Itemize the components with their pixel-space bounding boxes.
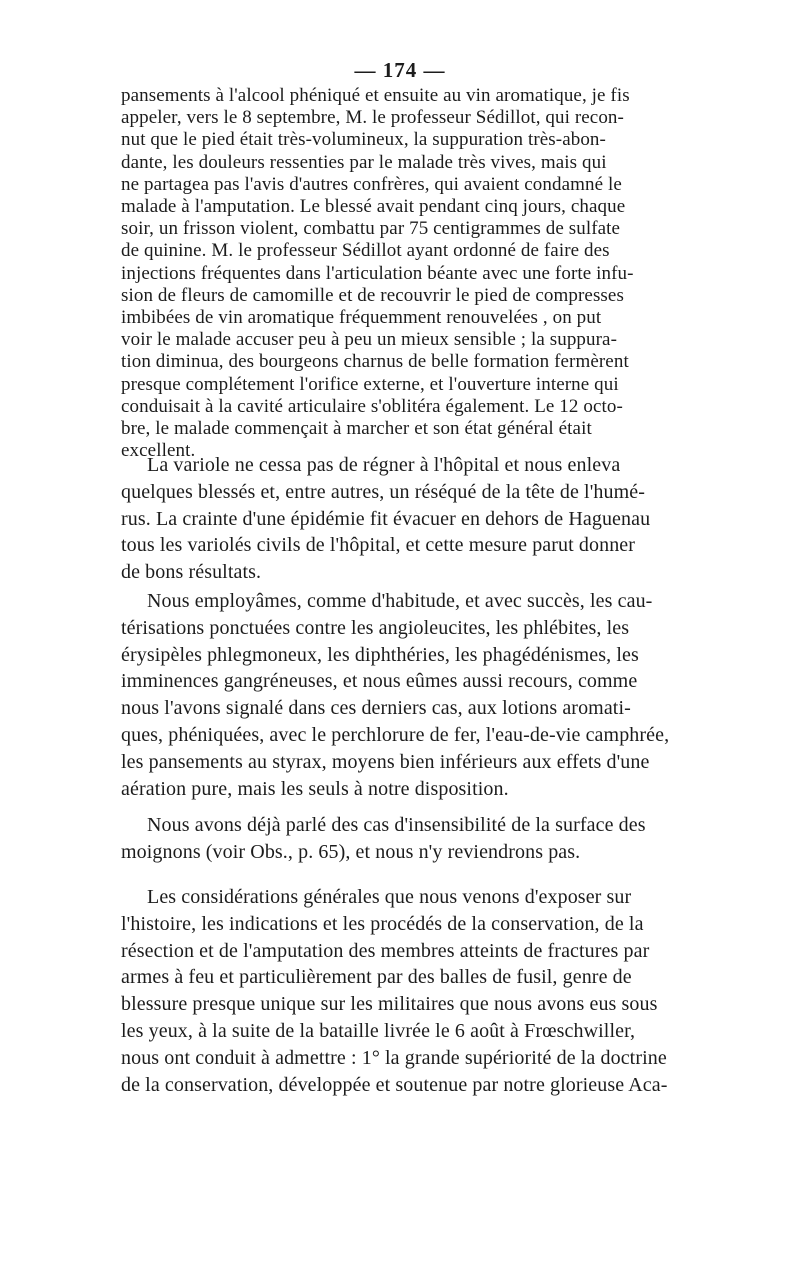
text-line: voir le malade accuser peu à peu un mieux sensible ; la suppura- [121,329,618,351]
paragraph-insensibilite [121,812,674,866]
text-line: quelques blessés et, entre autres, un réséqué de la tête de l'humé- [121,480,645,503]
text-line: sion de fleurs de camomille et de recouvrir le pied de compresses [121,284,624,306]
text-line: presque complétement l'orifice externe, et l'ouverture interne qui [121,373,619,395]
text-line: térisations ponctuées contre les angioleucites, les phlébites, les [121,616,630,639]
text-line: les pansements au styrax, moyens bien inférieurs aux effets d'une [121,750,650,773]
text-line: nous l'avons signalé dans ces derniers cas, aux lotions aromati- [121,697,631,720]
text-line: pansements à l'alcool phéniqué et ensuite au vin aromatique, je fis [121,85,630,106]
text-line: tous les variolés civils de l'hôpital, et cette mesure parut donner [121,534,636,557]
text-line: ques, phéniquées, avec le perchlorure de fer, l'eau-de-vie camphrée, [121,723,670,746]
text-line: nous ont conduit à admettre : 1° la grande supériorité de la doctrine [121,1046,667,1069]
paragraph-considerations [121,884,674,1098]
text-line: moignons (voir Obs., p. 65), et nous n'y reviendrons pas. [121,840,581,863]
paragraph-variola [121,452,674,586]
text-line: de quinine. M. le professeur Sédillot ayant ordonné de faire des [121,240,610,262]
text-line: Nous avons déjà parlé des cas d'insensibilité de la surface des [147,814,646,836]
paragraph-cauterisations [121,588,674,802]
text-line: injections fréquentes dans l'articulation béante avec une forte infu- [121,262,634,284]
text-line: La variole ne cessa pas de régner à l'hôpital et nous enleva [147,454,621,476]
text-line: tion diminua, des bourgeons charnus de belle formation fermèrent [121,351,629,373]
text-line: armes à feu et particulièrement par des balles de fusil, genre de [121,966,632,989]
text-line: l'histoire, les indications et les procédés de la conservation, de la [121,912,644,935]
text-line: Les considérations générales que nous venons d'exposer sur [147,886,632,908]
text-line: les yeux, à la suite de la bataille livrée le 6 août à Frœschwiller, [121,1019,636,1042]
text-line: appeler, vers le 8 septembre, M. le professeur Sédillot, qui recon- [121,107,624,129]
text-line: érysipèles phlegmoneux, les diphthéries, les phagédénismes, les [121,643,639,666]
text-line: de bons résultats. [121,561,262,584]
text-line: de la conservation, développée et soutenue par notre glorieuse Aca- [121,1073,668,1096]
text-line: bre, le malade commençait à marcher et son état général était [121,418,592,440]
text-line: Nous employâmes, comme d'habitude, et avec succès, les cau- [147,590,653,612]
text-line: dante, les douleurs ressenties par le malade très vives, mais qui [121,151,607,173]
text-line: imminences gangréneuses, et nous eûmes aussi recours, comme [121,670,638,693]
text-line: ne partagea pas l'avis d'autres confrères, qui avaient condamné le [121,173,622,195]
paragraph-case-report [121,85,674,462]
text-line: résection et de l'amputation des membres atteints de fractures par [121,939,650,962]
text-line: malade à l'amputation. Le blessé avait pendant cinq jours, chaque [121,196,626,218]
text-line: imbibées de vin aromatique fréquemment renouvelées , on put [121,307,602,329]
page-number: — 174 — [354,58,446,82]
text-line: blessure presque unique sur les militaires que nous avons eus sous [121,993,658,1016]
text-line: conduisait à la cavité articulaire s'oblitéra également. Le 12 octo- [121,395,623,417]
text-line: soir, un frisson violent, combattu par 75 centigrammes de sulfate [121,218,621,240]
text-line: rus. La crainte d'une épidémie fit évacuer en dehors de Haguenau [121,507,651,530]
text-line: aération pure, mais les seuls à notre disposition. [121,777,509,800]
text-line: excellent. [121,440,196,462]
text-line: nut que le pied était très-volumineux, la suppuration très-abon- [121,129,606,151]
